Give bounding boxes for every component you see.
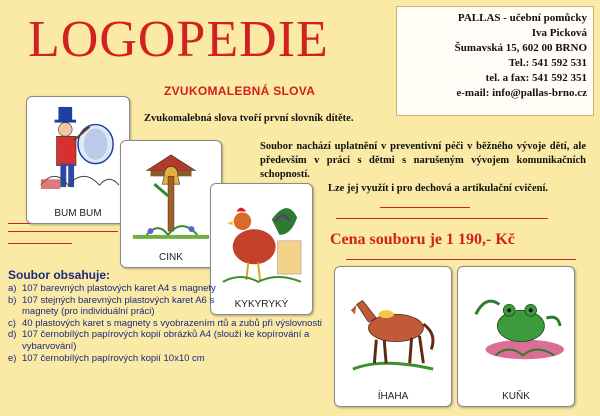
exercise-paragraph: Lze jej využít i pro dechová a artikulační cvičení. bbox=[328, 183, 548, 194]
contents-heading: Soubor obsahuje: bbox=[8, 268, 110, 282]
drummer-illustration bbox=[35, 105, 121, 201]
list-item-text: 107 černobílých papírových kopií obrázků A4 (slouží ke kopírování a vybarvování) bbox=[22, 329, 310, 352]
decorative-line bbox=[336, 218, 548, 219]
decorative-line bbox=[8, 231, 118, 232]
contents-list bbox=[8, 283, 326, 364]
contact-email[interactable]: e-mail: info@pallas-brno.cz bbox=[456, 87, 587, 99]
horse-illustration bbox=[343, 275, 443, 384]
decorative-line bbox=[380, 207, 470, 208]
page-subtitle: ZVUKOMALEBNÁ SLOVA bbox=[164, 84, 316, 98]
contact-address: Šumavská 15, 602 00 BRNO bbox=[454, 42, 587, 54]
list-marker: d) bbox=[8, 329, 17, 341]
card-label: KYKYRYKÝ bbox=[234, 299, 289, 310]
card-bum-bum bbox=[26, 96, 130, 224]
list-item-text: 107 černobílých papírových kopií 10x10 cm bbox=[22, 352, 205, 364]
list-marker: b) bbox=[8, 294, 17, 306]
list-marker: e) bbox=[8, 352, 17, 364]
list-marker: a) bbox=[8, 283, 17, 294]
contact-box bbox=[396, 6, 594, 116]
card-cink bbox=[120, 140, 222, 268]
usage-paragraph: Soubor nachází uplatnění v preventivní péči v běžného vývoje dětí, ale především v práci s dětmi s narušeným vývojem komunikačních schopností. bbox=[260, 141, 586, 180]
list-item bbox=[8, 283, 326, 295]
list-item-text: 107 stejných barevných plastových karet A6 s magnety (pro individuální práci) bbox=[22, 294, 215, 318]
contact-fax: tel. a fax: 541 592 351 bbox=[485, 72, 587, 84]
list-item bbox=[8, 353, 326, 365]
frog-illustration bbox=[466, 275, 566, 384]
contact-phone: Tel.: 541 592 531 bbox=[508, 57, 587, 69]
card-label: KUŇK bbox=[502, 391, 530, 402]
bell-illustration bbox=[129, 149, 213, 245]
list-item bbox=[8, 329, 326, 352]
list-item bbox=[8, 295, 326, 318]
contact-person: Iva Picková bbox=[531, 27, 587, 39]
list-item bbox=[8, 318, 326, 330]
contact-company: PALLAS - učební pomůcky bbox=[457, 12, 587, 24]
price-label: Cena souboru je 1 190,- Kč bbox=[330, 231, 515, 248]
card-label: CINK bbox=[159, 252, 183, 263]
intro-paragraph: Zvukomalebná slova tvoří první slovník dítěte. bbox=[144, 113, 354, 124]
list-marker: c) bbox=[8, 317, 16, 329]
page-title: LOGOPEDIE bbox=[28, 11, 329, 68]
rooster-illustration bbox=[219, 192, 304, 292]
list-item-text: 40 plastových karet s magnety s vyobrazením rtů a zubů při výslovnosti bbox=[22, 317, 322, 329]
card-ihaha bbox=[334, 266, 452, 407]
card-kunk bbox=[457, 266, 575, 407]
decorative-line bbox=[8, 243, 72, 244]
card-label: ÍHAHA bbox=[377, 391, 409, 402]
list-item-text: 107 barevných plastových karet A4 s magnety bbox=[22, 283, 216, 294]
decorative-line bbox=[346, 259, 576, 260]
card-label: BUM BUM bbox=[54, 208, 102, 219]
